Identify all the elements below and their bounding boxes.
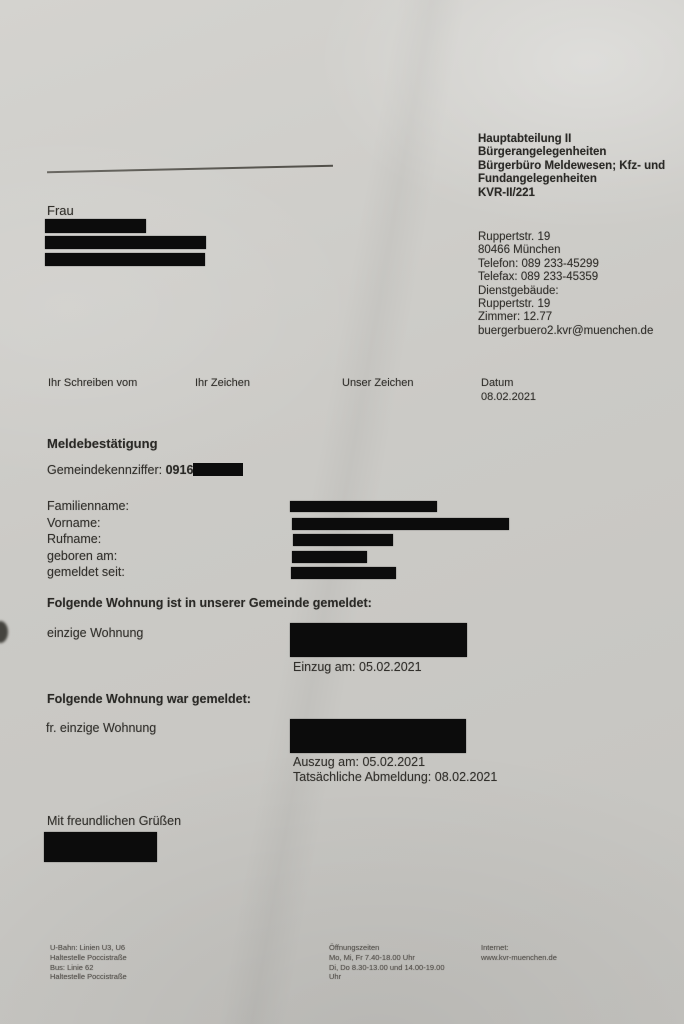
field-label-geboren-am: geboren am: — [47, 549, 118, 563]
footer-internet-url: www.kvr-muenchen.de — [481, 952, 557, 962]
footer-hours-line: Mo, Mi, Fr 7.40-18.00 Uhr — [329, 952, 415, 962]
previous-residence-move-out-date: Auszug am: 05.02.2021 — [293, 755, 426, 769]
closing-salutation: Mit freundlichen Grüßen — [47, 814, 182, 828]
contact-street: Ruppertstr. 19 — [478, 231, 551, 243]
redaction-bar-recipient-name — [45, 219, 146, 233]
footer-hours-line: Di, Do 8.30-13.00 und 14.00-19.00 — [329, 962, 445, 972]
redaction-bar-municipality-code — [193, 463, 243, 476]
previous-residence-type: fr. einzige Wohnung — [46, 721, 157, 735]
redaction-bar-vorname — [292, 518, 509, 530]
municipality-code-digits: 0916 — [165, 463, 194, 477]
recipient-salutation: Frau — [47, 203, 74, 218]
footer-hours-line: Uhr — [329, 972, 342, 982]
current-residence-heading: Folgende Wohnung ist in unserer Gemeinde gemeldet: — [47, 596, 372, 610]
contact-email: buergerbuero2.kvr@muenchen.de — [478, 324, 654, 337]
department-line: Hauptabteilung II — [478, 133, 572, 145]
document-title: Meldebestätigung — [47, 436, 158, 451]
redaction-bar-signature — [44, 832, 157, 862]
redaction-bar-recipient-street — [45, 236, 206, 249]
contact-fax: Telefax: 089 233-45359 — [478, 271, 599, 284]
department-line: Bürgerbüro Meldewesen; Kfz- und — [478, 159, 666, 172]
department-line: Fundangelegenheiten — [478, 173, 597, 186]
previous-residence-deregistration-date: Tatsächliche Abmeldung: 08.02.2021 — [293, 770, 498, 784]
footer-hours-block — [329, 943, 445, 982]
footer-internet-block — [481, 943, 557, 963]
current-residence-type: einzige Wohnung — [47, 626, 144, 640]
contact-block — [478, 231, 683, 338]
redaction-bar-gemeldet-seit — [291, 567, 396, 579]
department-line: KVR-II/221 — [478, 186, 535, 199]
redaction-bar-rufname — [293, 534, 393, 546]
footer-transit-line: Haltestelle Poccistraße — [50, 972, 127, 982]
footer-transit-line: U-Bahn: Linien U3, U6 — [50, 943, 126, 952]
department-line: Bürgerangelegenheiten — [478, 146, 607, 159]
redaction-bar-familienname — [290, 501, 437, 512]
ref-your-letter-label: Ihr Schreiben vom — [48, 377, 138, 389]
redaction-bar-recipient-city — [45, 253, 205, 266]
department-block — [478, 133, 678, 200]
ref-date-value: 08.02.2021 — [481, 391, 537, 403]
punch-hole-mark — [0, 621, 8, 643]
footer-hours-line: Öffnungszeiten — [329, 943, 380, 952]
redaction-bar-previous-address — [290, 719, 466, 753]
current-residence-move-in-date: Einzug am: 05.02.2021 — [293, 660, 422, 674]
footer-internet-label: Internet: — [481, 943, 509, 952]
footer-transit-line: Bus: Linie 62 — [50, 962, 94, 972]
redaction-bar-geboren-am — [292, 551, 367, 563]
redaction-bar-current-address — [290, 623, 467, 657]
contact-office-label: Dienstgebäude: — [478, 284, 559, 297]
municipality-code-line — [47, 463, 243, 477]
previous-residence-heading: Folgende Wohnung war gemeldet: — [47, 692, 251, 706]
field-label-gemeldet-seit: gemeldet seit: — [47, 565, 125, 579]
contact-city: 80466 München — [478, 244, 561, 257]
contact-phone: Telefon: 089 233-45299 — [478, 257, 599, 270]
field-label-familienname: Familienname: — [47, 499, 129, 513]
field-label-vorname: Vorname: — [47, 516, 101, 530]
ref-date-label: Datum — [481, 377, 514, 389]
ref-our-ref-label: Unser Zeichen — [342, 377, 414, 389]
municipality-code-label: Gemeindekennziffer: — [47, 463, 163, 477]
footer-transit-block — [50, 943, 127, 982]
footer-transit-line: Haltestelle Poccistraße — [50, 952, 127, 962]
field-label-rufname: Rufname: — [47, 532, 102, 546]
contact-room: Zimmer: 12.77 — [478, 311, 553, 324]
contact-office-street: Ruppertstr. 19 — [478, 298, 551, 311]
sender-separator-line — [47, 165, 333, 173]
ref-your-ref-label: Ihr Zeichen — [195, 377, 251, 389]
